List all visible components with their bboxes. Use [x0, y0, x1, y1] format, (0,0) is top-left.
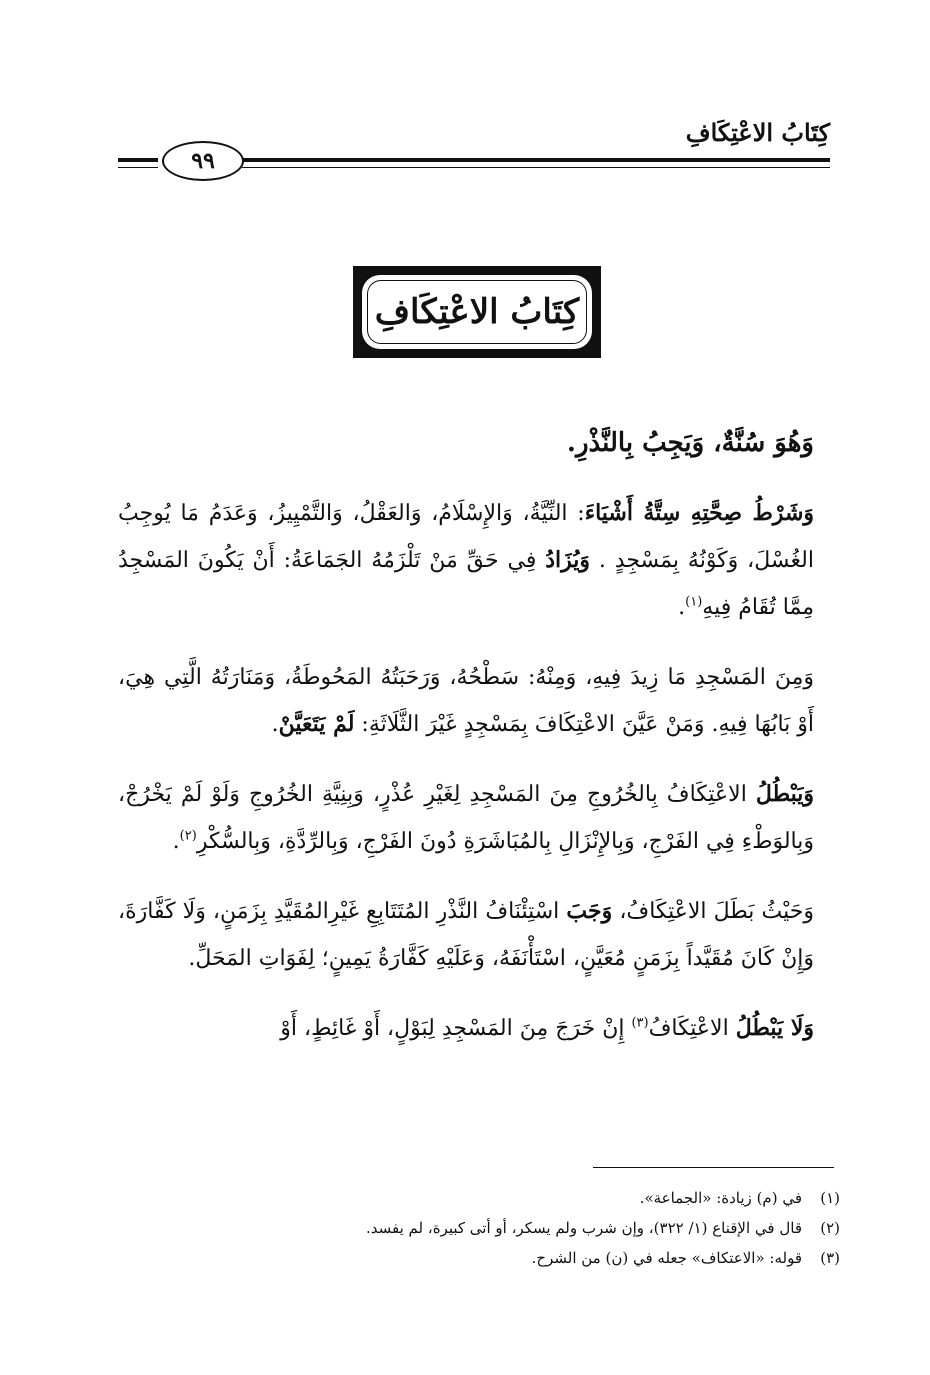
paragraph	[118, 420, 814, 467]
footnote-text: في (م) زيادة: «الجماعة».	[639, 1189, 802, 1207]
paragraph	[118, 888, 814, 982]
paragraph-text: اسْتِئْنَافُ النَّذْرِ المُتَتَابِعِ غَيْرِالمُقَيَّدِ بِزَمَنٍ، وَلَا كَفَّارَةَ، وَإِنْ كَانَ مُقَيَّداً بِزَمَنٍ مُعَيَّنٍ، اسْتَأْنَفَهُ، وَعَلَيْهِ كَفَّارَةُ يَمِينٍ؛ لِفَوَاتِ المَحَلِّ.	[118, 899, 814, 971]
paragraph	[118, 1005, 814, 1052]
footnote-number: (١)	[820, 1189, 840, 1207]
paragraph-text: الاعْتِكَافُ بِالخُرُوجِ مِنَ المَسْجِدِ لِغَيْرِ عُذْرٍ، وَبِنِيَّةِ الخُرُوجِ وَلَوْ لَمْ يَخْرُجْ، وَبِالوَطْءِ فِي الفَرْجِ، وَبِالإِنْزَالِ بِالمُبَاشَرَةِ دُونَ الفَرْجِ، وَبِالرِّدَّةِ، وَبِالسُّكْرِ	[118, 782, 814, 854]
bold-phrase: وَيُزَادُ	[545, 547, 591, 573]
footnote-ref[interactable]: (٢)	[179, 828, 197, 844]
paragraph-text: وَمِنَ المَسْجِدِ مَا زِيدَ فِيهِ، وَمِنْهُ: سَطْحُهُ، وَرَحَبَتُهُ المَحُوطَةُ، وَمَنَارَتُهُ الَّتِي هِيَ، أَوْ بَابُهَا فِيهِ. وَمَنْ عَيَّنَ الاعْتِكَافَ بِمَسْجِدٍ غَيْرَ الثَّلَاثَةِ:	[118, 665, 814, 737]
footnote	[150, 1243, 840, 1273]
paragraph-text: : النِّيَّةُ، وَالإِسْلَامُ، وَالعَقْلُ، وَالتَّمْيِيزُ، وَعَدَمُ مَا يُوجِبُ الغُسْلَ، وَكَوْنُهُ بِمَسْجِدٍ .	[118, 501, 814, 573]
bold-phrase: لَمْ يَتَعَيَّنْ	[278, 711, 355, 737]
paragraph-text: إِنْ خَرَجَ مِنَ المَسْجِدِ لِبَوْلٍ، أَوْ غَائِطٍ، أَوْ	[280, 1016, 632, 1041]
header-rule-short	[118, 158, 158, 168]
paragraph	[118, 771, 814, 865]
bold-phrase: وَشَرْطُ صِحَّتِهِ سِتَّةُ أَشْيَاءَ	[584, 500, 815, 526]
paragraph-text: وَهُوَ سُنَّةٌ، وَيَجِبُ بِالنَّذْرِ.	[566, 428, 814, 458]
footnote-number: (٢)	[820, 1219, 840, 1237]
footnote	[150, 1213, 840, 1243]
page-number: ٩٩	[162, 141, 244, 181]
footnote	[150, 1183, 840, 1213]
body-text	[118, 420, 814, 1052]
footnote-ref[interactable]: (٣)	[631, 1015, 649, 1031]
chapter-title-box	[353, 266, 601, 358]
chapter-title: كِتَابُ الاعْتِكَافِ	[367, 280, 587, 344]
running-header	[118, 118, 830, 188]
bold-phrase: وَجَبَ	[566, 898, 613, 924]
bold-phrase: وَيَبْطُلُ	[755, 781, 814, 807]
running-title: كِتَابُ الاعْتِكَافِ	[685, 118, 830, 147]
paragraph-text: .	[172, 829, 180, 854]
bold-phrase: وَلَا يَبْطُلُ	[735, 1015, 814, 1041]
footnotes	[150, 1183, 840, 1273]
paragraph-text: الاعْتِكَافُ	[648, 1016, 736, 1041]
header-rule	[242, 158, 830, 168]
chapter-title-frame	[362, 275, 592, 349]
paragraph-text: وَحَيْثُ بَطَلَ الاعْتِكَافُ،	[612, 899, 814, 924]
footnote-text: قال في الإقناع (١/ ٣٢٢)، وإن شرب ولم يسكر، أو أتى كبيرة، لم يفسد.	[365, 1219, 802, 1237]
footnote-number: (٣)	[820, 1249, 840, 1267]
paragraph	[118, 490, 814, 631]
footnote-ref[interactable]: (١)	[685, 594, 703, 610]
paragraph-text: .	[678, 595, 686, 620]
footnote-rule	[593, 1167, 834, 1168]
footnote-text: قوله: «الاعتكاف» جعله في (ن) من الشرح.	[531, 1249, 802, 1267]
paragraph	[118, 654, 814, 748]
paragraph-text: .	[271, 712, 279, 737]
paragraph-text: فِي حَقِّ مَنْ تَلْزَمُهُ الجَمَاعَةُ: أَنْ يَكُونَ المَسْجِدُ مِمَّا تُقَامُ فِيهِ	[118, 548, 814, 620]
